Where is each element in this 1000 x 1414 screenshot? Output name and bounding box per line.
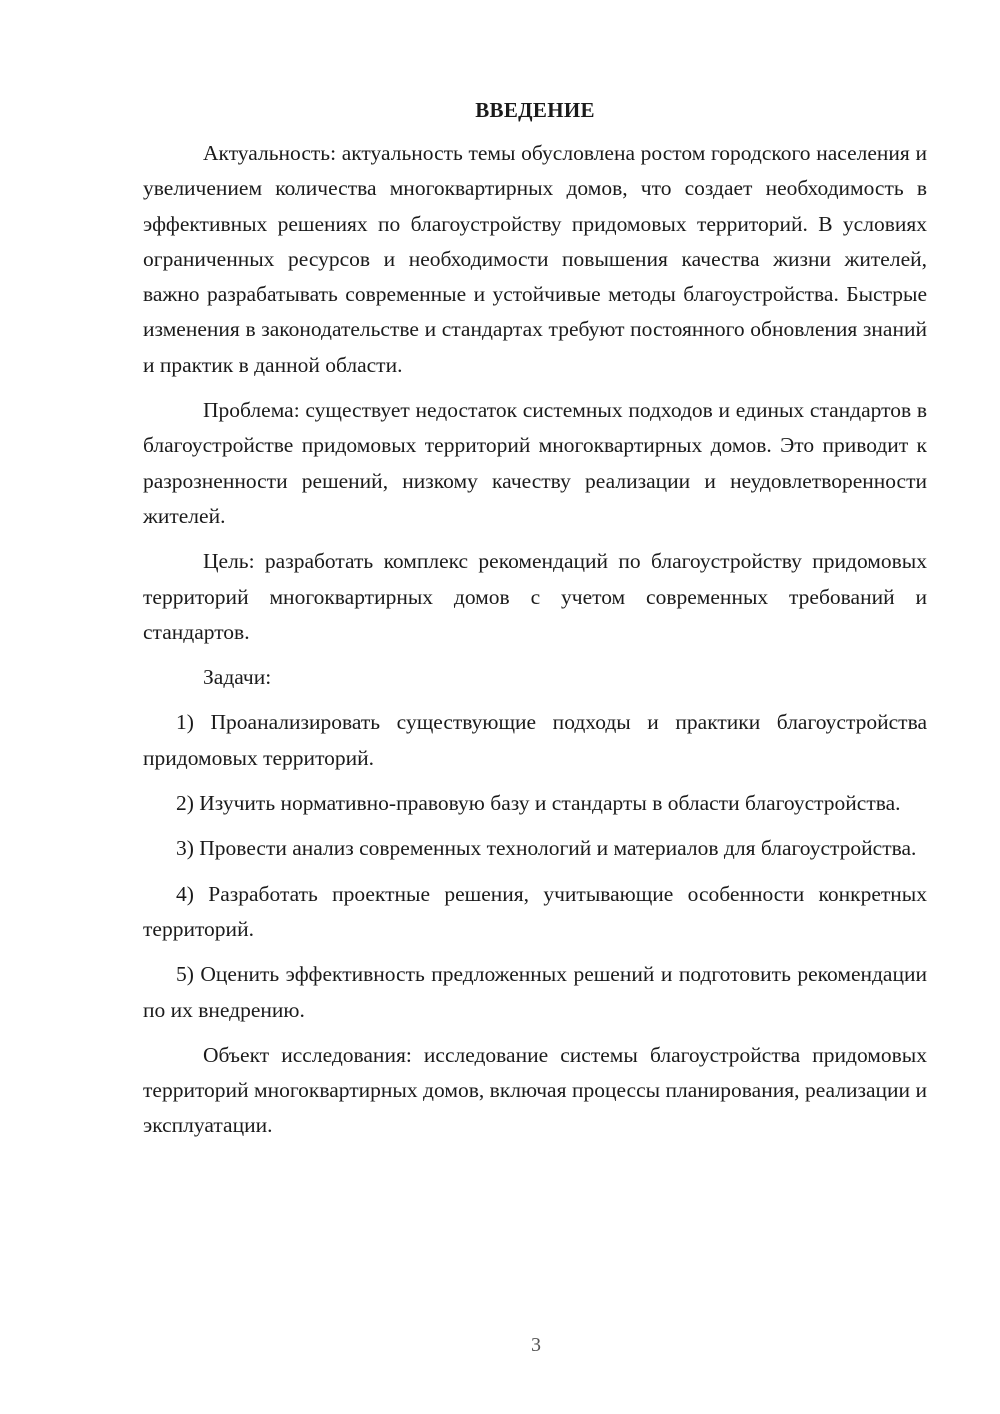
research-object-paragraph: Объект исследования: исследование системы благоустройства придомовых территорий многоквартирных домов, включая процессы планирования, реализации и эксплуатации. [143,1042,927,1138]
task-item-5: 5) Оценить эффективность предложенных решений и подготовить рекомендации по их внедрению. [143,962,927,1022]
task-item-4: 4) Разработать проектные решения, учитывающие особенности конкретных территорий. [143,881,927,941]
tasks-heading: Задачи: [203,665,272,690]
problem-paragraph: Проблема: существует недостаток системных подходов и единых стандартов в благоустройстве придомовых территорий многоквартирных домов. Это приводит к разрозненности решений, низкому качеству реализации и неудовлетворенности жителей. [143,398,927,528]
task-item-2: 2) Изучить нормативно-правовую базу и стандарты в области благоустройства. [176,791,901,816]
page-number: 3 [531,1334,541,1356]
goal-paragraph: Цель: разработать комплекс рекомендаций по благоустройству придомовых территорий многоквартирных домов с учетом современных требований и стандартов. [143,549,927,644]
relevance-paragraph: Актуальность: актуальность темы обусловлена ростом городского населения и увеличением количества многоквартирных домов, что создает необходимость в эффективных решениях по благоустройству придомовых территорий. В условиях ограниченных ресурсов и необходимости повышения качества жизни жителей, важно разрабатывать современные и устойчивые методы благоустройства. Быстрые изменения в законодательстве и стандартах требуют постоянного обновления знаний и практик в данной области. [143,141,927,377]
document-page [143,93,927,1144]
section-title: ВВЕДЕНИЕ [475,98,595,122]
task-item-1: 1) Проанализировать существующие подходы и практики благоустройства придомовых территорий. [143,710,927,770]
task-item-3: 3) Провести анализ современных технологий и материалов для благоустройства. [176,836,917,861]
